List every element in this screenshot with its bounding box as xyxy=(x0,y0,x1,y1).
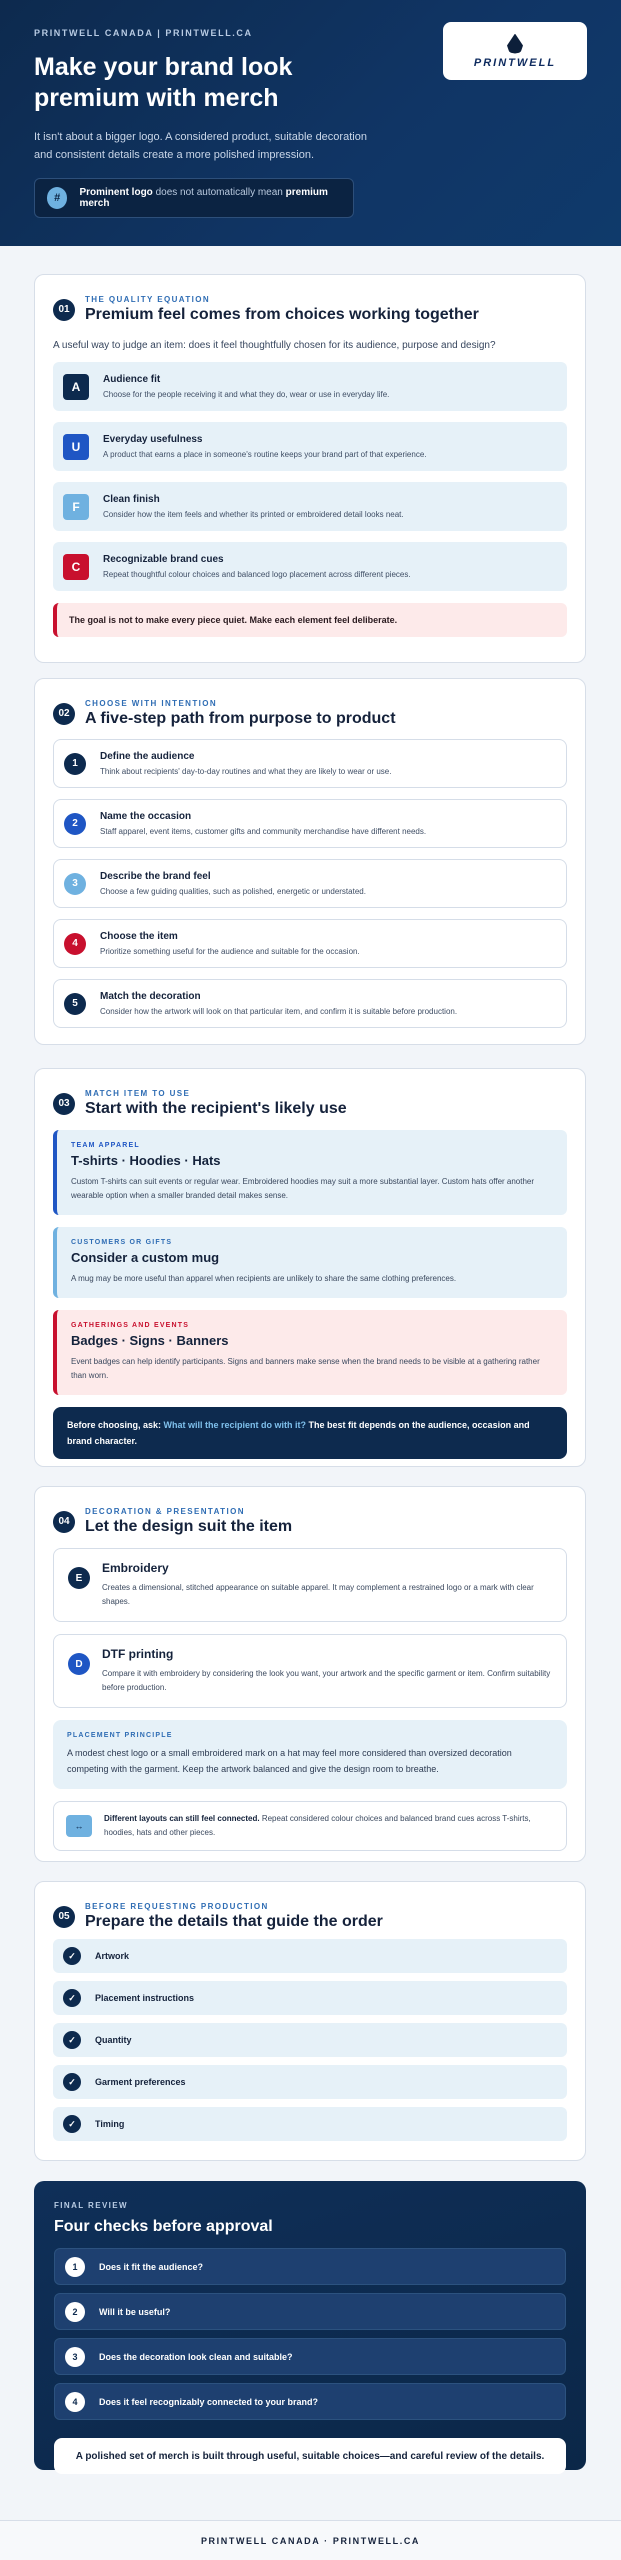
method-title: DTF printing xyxy=(102,1647,174,1661)
checklist-label: Garment preferences xyxy=(95,2077,186,2087)
check-icon: ✓ xyxy=(63,1989,81,2007)
step-item xyxy=(53,799,567,848)
step-title: Describe the brand feel xyxy=(100,871,211,882)
final-check-item xyxy=(54,2293,566,2330)
section-eyebrow: BEFORE REQUESTING PRODUCTION xyxy=(85,1902,269,1911)
section-number: 03 xyxy=(53,1093,75,1115)
placement-eyebrow: PLACEMENT PRINCIPLE xyxy=(67,1732,173,1739)
checklist-item xyxy=(53,1981,567,2015)
step-number: 3 xyxy=(64,873,86,895)
step-desc: Choose a few guiding qualities, such as polished, energetic or understated. xyxy=(100,887,366,896)
check-question: Does it feel recognizably connected to your brand? xyxy=(99,2396,319,2407)
section-number: 01 xyxy=(53,299,75,321)
section-title: Let the design suit the item xyxy=(85,1518,293,1535)
section-title: A five-step path from purpose to product xyxy=(85,710,396,727)
callout-text: Prominent logo does not automatically mean premium merch xyxy=(79,187,328,209)
step-number: 4 xyxy=(64,933,86,955)
letter-badge-icon: C xyxy=(63,554,89,580)
step-title: Choose the item xyxy=(100,931,178,942)
card-eyebrow: GATHERINGS AND EVENTS xyxy=(71,1322,190,1329)
item-title: Recognizable brand cues xyxy=(103,554,224,565)
decoration-method xyxy=(53,1634,567,1708)
card-eyebrow: TEAM APPAREL xyxy=(71,1142,140,1149)
hero-intro: It isn't about a bigger logo. A considered product, suitable decoration and consistent details create a more polished impression. xyxy=(34,131,367,161)
final-review xyxy=(34,2181,586,2470)
card-title: T-shirts · Hoodies · Hats xyxy=(71,1153,221,1168)
hero-eyebrow: PRINTWELL CANADA | PRINTWELL.CA xyxy=(34,28,253,38)
section-title: Prepare the details that guide the order xyxy=(85,1913,383,1930)
check-number: 1 xyxy=(65,2257,85,2277)
card-desc: Custom T-shirts can suit events or regular wear. Embroidered hoodies may suit a more substantial layer. Custom hats offer another wearable option when a smaller branded detail makes sense. xyxy=(71,1177,535,1200)
step-desc: Prioritize something useful for the audience and suitable for the occasion. xyxy=(100,947,360,956)
quality-item xyxy=(53,362,567,411)
step-number: 5 xyxy=(64,993,86,1015)
card-team-apparel xyxy=(53,1130,567,1215)
card-desc: A mug may be more useful than apparel when recipients are unlikely to share the same clothing preferences. xyxy=(71,1274,457,1283)
step-item xyxy=(53,859,567,908)
step-item xyxy=(53,739,567,788)
section-lead: A useful way to judge an item: does it feel thoughtfully chosen for its audience, purpose and design? xyxy=(53,340,496,351)
section-quality-equation xyxy=(34,274,586,663)
quality-item xyxy=(53,482,567,531)
letter-badge-icon: F xyxy=(63,494,89,520)
logo-wordmark: PRINTWELL xyxy=(473,56,557,69)
checklist-item xyxy=(53,1939,567,1973)
step-number: 1 xyxy=(64,753,86,775)
step-desc: Think about recipients' day-to-day routines and what they are likely to wear or use. xyxy=(100,767,392,776)
section-eyebrow: CHOOSE WITH INTENTION xyxy=(85,699,218,708)
checklist-item xyxy=(53,2065,567,2099)
step-desc: Staff apparel, event items, customer gifts and community merchandise have different needs. xyxy=(100,827,427,836)
section-design-suit-item xyxy=(34,1486,586,1862)
item-title: Clean finish xyxy=(103,494,160,505)
checklist-label: Placement instructions xyxy=(95,1993,195,2003)
letter-badge-icon: A xyxy=(63,374,89,400)
final-eyebrow: FINAL REVIEW xyxy=(54,2201,128,2210)
check-number: 3 xyxy=(65,2347,85,2367)
quality-item xyxy=(53,542,567,591)
checklist-label: Quantity xyxy=(95,2035,132,2045)
item-desc: Choose for the people receiving it and what they do, wear or use in everyday life. xyxy=(103,390,390,399)
footer: PRINTWELL CANADA · PRINTWELL.CA xyxy=(0,2520,621,2560)
checklist-item xyxy=(53,2107,567,2141)
placement-desc: A modest chest logo or a small embroidered mark on a hat may feel more considered than oversized decoration competing with the garment. Keep the artwork balanced and give the design room to breathe. xyxy=(67,1748,512,1774)
arrows-icon: ↔ xyxy=(66,1815,92,1837)
method-title: Embroidery xyxy=(102,1561,169,1575)
card-title: Consider a custom mug xyxy=(71,1250,220,1265)
section-prepare-details xyxy=(34,1881,586,2161)
layout-tip xyxy=(53,1801,567,1851)
card-eyebrow: CUSTOMERS OR GIFTS xyxy=(71,1239,173,1246)
checklist-label: Artwork xyxy=(95,1951,130,1961)
step-item xyxy=(53,979,567,1028)
checklist-item xyxy=(53,2023,567,2057)
hero-banner xyxy=(0,0,621,246)
hash-icon: # xyxy=(47,187,67,209)
final-check-item xyxy=(54,2338,566,2375)
letter-badge-icon: U xyxy=(63,434,89,460)
final-title: Four checks before approval xyxy=(54,2218,273,2235)
step-title: Match the decoration xyxy=(100,991,201,1002)
check-number: 2 xyxy=(65,2302,85,2322)
quality-item xyxy=(53,422,567,471)
check-icon: ✓ xyxy=(63,2115,81,2133)
check-question: Does the decoration look clean and suitable? xyxy=(99,2351,293,2362)
item-desc: Repeat thoughtful colour choices and balanced logo placement across different pieces. xyxy=(103,570,411,579)
card-title: Badges · Signs · Banners xyxy=(71,1333,229,1348)
check-number: 4 xyxy=(65,2392,85,2412)
section-number: 02 xyxy=(53,703,75,725)
check-icon: ✓ xyxy=(63,2031,81,2049)
check-question: Does it fit the audience? xyxy=(99,2261,204,2272)
step-title: Define the audience xyxy=(100,751,195,762)
card-desc: Event badges can help identify participants. Signs and banners make sense when the brand needs to be visible at a gathering rather than worn. xyxy=(71,1357,540,1380)
step-desc: Consider how the artwork will look on that particular item, and confirm it is suitable before production. xyxy=(100,1007,458,1016)
check-question: Will it be useful? xyxy=(99,2306,171,2317)
method-badge-icon: E xyxy=(68,1567,90,1589)
hero-title: Make your brand look premium with merch xyxy=(34,53,293,112)
section-eyebrow: DECORATION & PRESENTATION xyxy=(85,1507,245,1516)
method-desc: Compare it with embroidery by considering the look you want, your artwork and the specific garment or item. Confirm suitability before production. xyxy=(102,1669,551,1692)
item-title: Audience fit xyxy=(103,374,161,385)
section-eyebrow: THE QUALITY EQUATION xyxy=(85,295,211,304)
drop-icon xyxy=(507,34,523,54)
tip-text: Different layouts can still feel connected. Repeat considered colour choices and balanced brand cues across T-shirts, hoodies, hats and other pieces. xyxy=(104,1814,531,1837)
item-desc: A product that earns a place in someone's routine keeps your brand part of that experience. xyxy=(103,450,427,459)
section-title: Start with the recipient's likely use xyxy=(85,1100,347,1117)
card-gatherings-events xyxy=(53,1310,567,1395)
recipient-question-note: Before choosing, ask: What will the recipient do with it? The best fit depends on the audience, occasion and brand character. xyxy=(53,1407,567,1459)
final-check-item xyxy=(54,2248,566,2285)
brand-logo xyxy=(443,22,587,80)
section-recipient-use xyxy=(34,1068,586,1467)
hero-callout xyxy=(34,178,354,218)
checklist-label: Timing xyxy=(95,2119,125,2129)
section-number: 04 xyxy=(53,1511,75,1533)
check-icon: ✓ xyxy=(63,2073,81,2091)
check-icon: ✓ xyxy=(63,1947,81,1965)
step-item xyxy=(53,919,567,968)
final-note: A polished set of merch is built through useful, suitable choices—and careful review of the details. xyxy=(54,2438,566,2474)
warning-note: The goal is not to make every piece quiet. Make each element feel deliberate. xyxy=(53,603,567,637)
method-badge-icon: D xyxy=(68,1653,90,1675)
placement-principle xyxy=(53,1720,567,1789)
item-desc: Consider how the item feels and whether its printed or embroidered detail looks neat. xyxy=(103,510,404,519)
step-number: 2 xyxy=(64,813,86,835)
section-eyebrow: MATCH ITEM TO USE xyxy=(85,1089,191,1098)
section-number: 05 xyxy=(53,1906,75,1928)
card-customers-gifts xyxy=(53,1227,567,1298)
method-desc: Creates a dimensional, stitched appearance on suitable apparel. It may complement a restrained logo or a mark with clear shapes. xyxy=(102,1583,534,1606)
item-title: Everyday usefulness xyxy=(103,434,203,445)
section-five-step-path xyxy=(34,678,586,1045)
decoration-method xyxy=(53,1548,567,1622)
final-check-item xyxy=(54,2383,566,2420)
section-title: Premium feel comes from choices working together xyxy=(85,306,479,323)
step-title: Name the occasion xyxy=(100,811,192,822)
